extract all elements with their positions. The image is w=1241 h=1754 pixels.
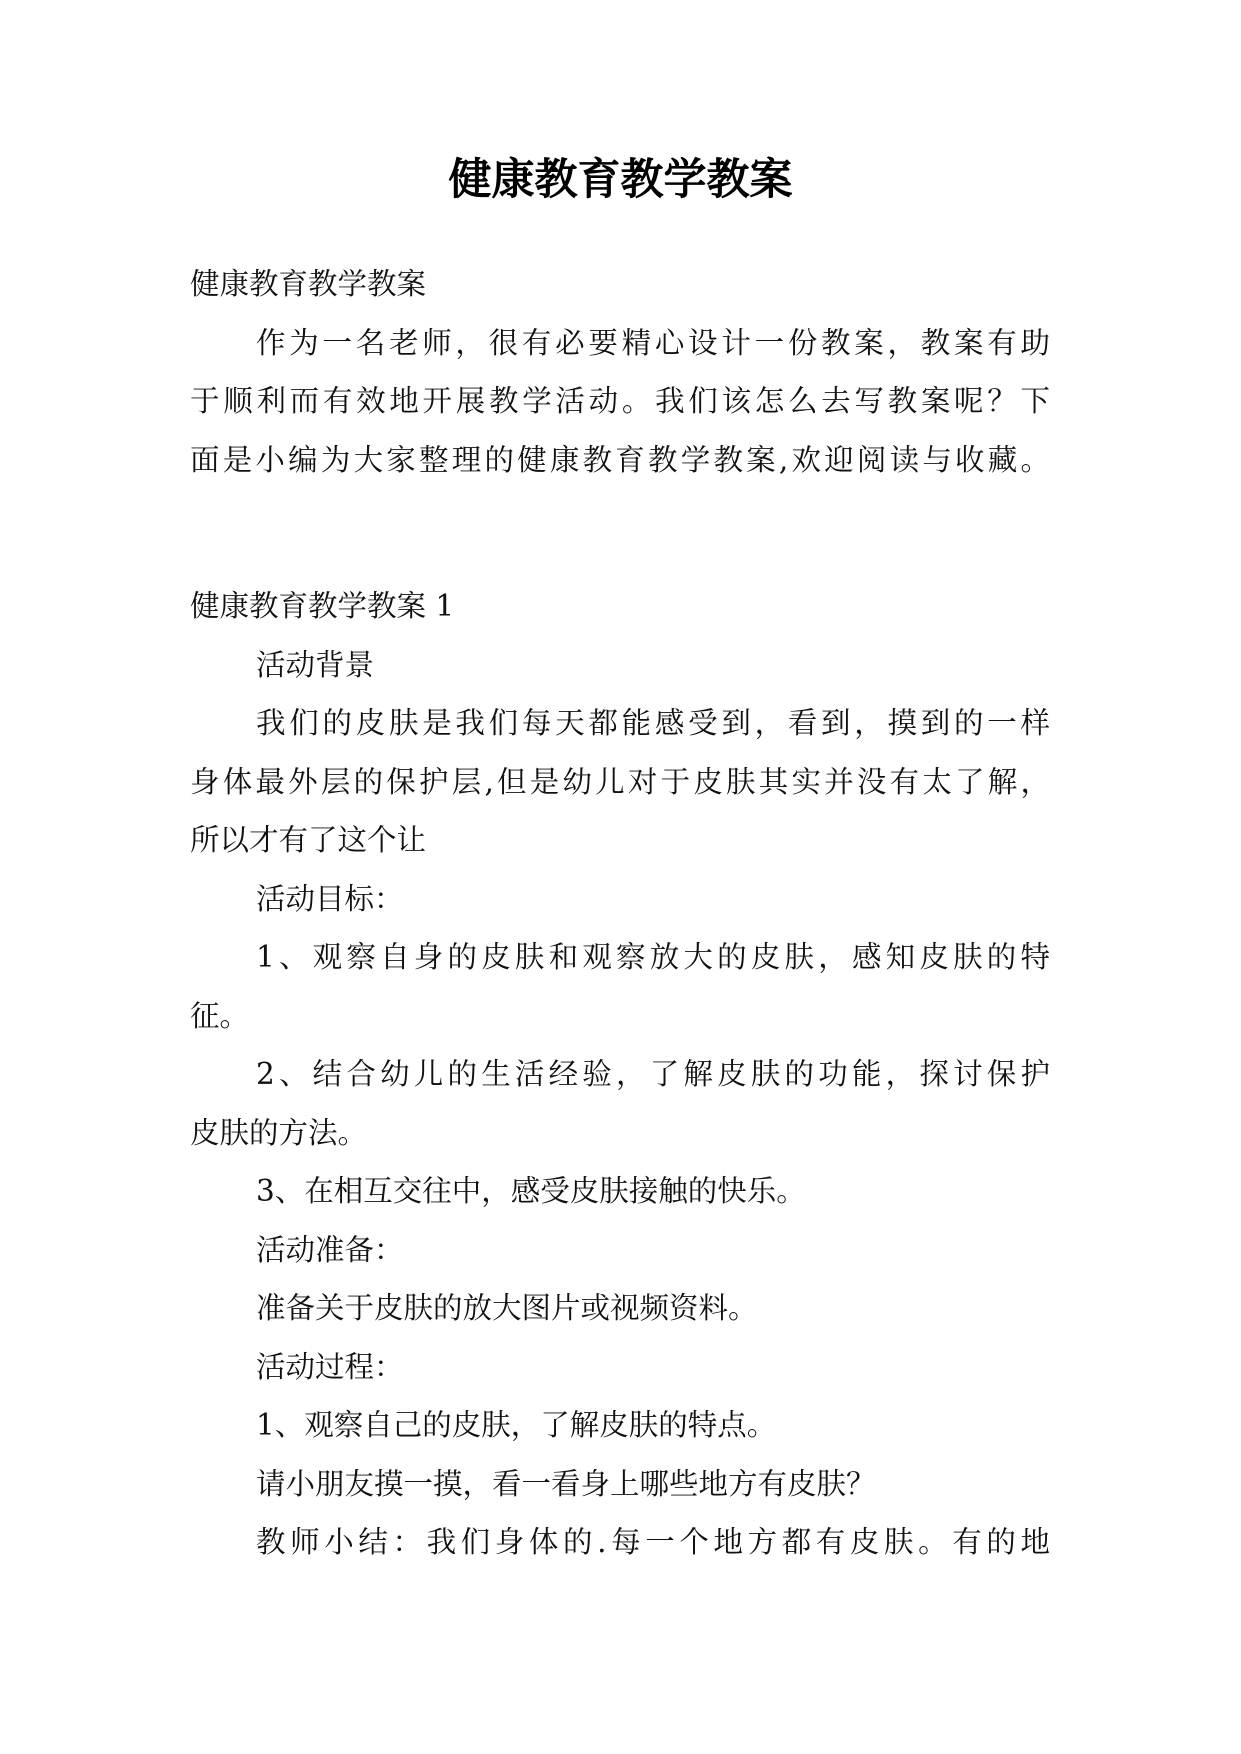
paragraph-line: 身体最外层的保护层,但是幼儿对于皮肤其实并没有太了解， xyxy=(190,764,1050,799)
subheading-process: 活动过程： xyxy=(256,1349,404,1384)
subheading-preparation: 活动准备： xyxy=(256,1232,404,1267)
paragraph-line: 我们的皮肤是我们每天都能感受到，看到，摸到的一样 xyxy=(256,706,1050,740)
list-item: 1、观察自身的皮肤和观察放大的皮肤，感知皮肤的特 xyxy=(256,940,1050,974)
subheading-background: 活动背景 xyxy=(256,647,375,682)
subheading-goals: 活动目标： xyxy=(256,881,404,916)
list-item: 2、结合幼儿的生活经验，了解皮肤的功能，探讨保护 xyxy=(256,1057,1050,1091)
paragraph-line: 所以才有了这个让 xyxy=(190,823,427,857)
paragraph-line: 教师小结：我们身体的.每一个地方都有皮肤。有的地 xyxy=(256,1525,1050,1559)
lesson-plan-1-section xyxy=(190,577,1050,1572)
intro-section xyxy=(190,255,1050,489)
paragraph-line: 准备关于皮肤的放大图片或视频资料。 xyxy=(256,1291,758,1325)
intro-heading: 健康教育教学教案 xyxy=(190,267,427,301)
section-heading: 健康教育教学教案 1 xyxy=(190,589,455,623)
paragraph-line: 于顺利而有效地开展教学活动。我们该怎么去写教案呢？下 xyxy=(190,384,1050,418)
list-item: 1、观察自己的皮肤，了解皮肤的特点。 xyxy=(256,1408,777,1442)
paragraph-line: 面是小编为大家整理的健康教育教学教案,欢迎阅读与收藏。 xyxy=(190,442,1050,477)
paragraph-line: 请小朋友摸一摸，看一看身上哪些地方有皮肤？ xyxy=(256,1466,876,1501)
list-item: 3、在相互交往中，感受皮肤接触的快乐。 xyxy=(256,1174,806,1208)
list-item-continued: 皮肤的方法。 xyxy=(190,1115,368,1150)
document-title: 健康教育教学教案 xyxy=(448,155,793,205)
list-item-continued: 征。 xyxy=(190,998,250,1033)
paragraph-line: 作为一名老师，很有必要精心设计一份教案，教案有助 xyxy=(256,325,1050,360)
